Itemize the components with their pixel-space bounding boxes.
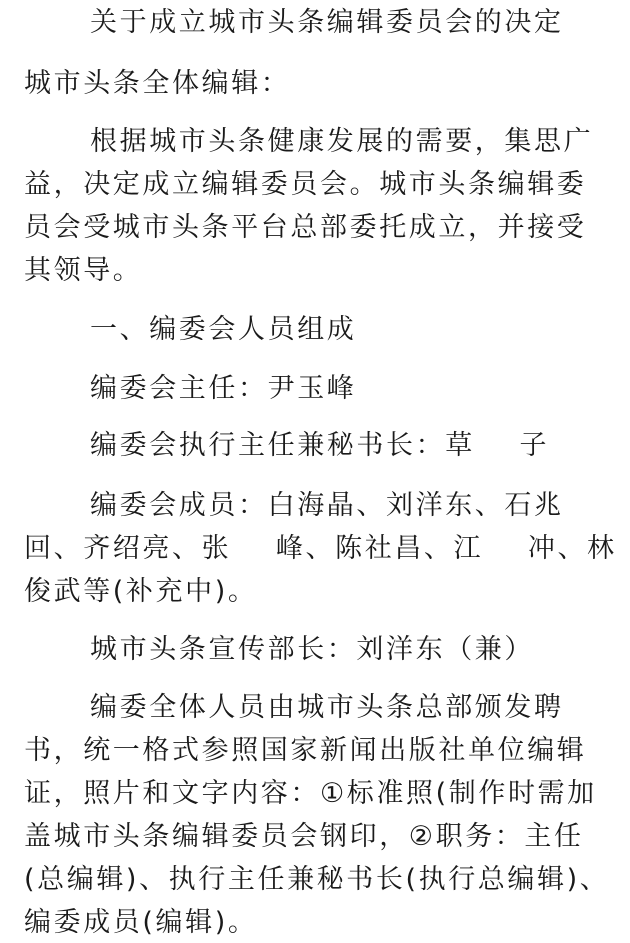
paragraph-line: 城市头条宣传部长：刘洋东（兼） xyxy=(90,634,534,665)
paragraph-line: (总编辑)、执行主任兼秘书长(执行总编辑)、 xyxy=(24,864,610,895)
paragraph-line: 编委会执行主任兼秘书长：草 子 xyxy=(90,430,550,461)
paragraph-line: 益，决定成立编辑委员会。城市头条编辑委 xyxy=(24,169,587,200)
paragraph-line: 编委会成员：白海晶、刘洋东、石兆 xyxy=(90,490,564,521)
paragraph-line: 编委全体人员由城市头条总部颁发聘 xyxy=(90,692,564,723)
paragraph-line: 书，统一格式参照国家新闻出版社单位编辑 xyxy=(24,735,587,766)
paragraph-line: 编委成员(编辑)。 xyxy=(24,907,258,938)
paragraph-line: 盖城市头条编辑委员会钢印，②职务：主任 xyxy=(24,821,584,852)
document-title: 关于成立城市头条编辑委员会的决定 xyxy=(90,7,564,38)
paragraph-line: 根据城市头条健康发展的需要，集思广 xyxy=(90,126,594,157)
paragraph-line: 证，照片和文字内容：①标准照(制作时需加 xyxy=(24,778,597,809)
paragraph-line: 编委会主任：尹玉峰 xyxy=(90,373,357,404)
paragraph-line: 回、齐绍亮、张 峰、陈社昌、江 冲、林 xyxy=(24,533,617,564)
paragraph-line: 其领导。 xyxy=(24,255,143,286)
section-heading: 一、编委会人员组成 xyxy=(90,314,357,345)
paragraph-line: 员会受城市头条平台总部委托成立，并接受 xyxy=(24,212,587,243)
paragraph-line: 俊武等(补充中)。 xyxy=(24,576,258,607)
salutation: 城市头条全体编辑： xyxy=(24,68,291,99)
